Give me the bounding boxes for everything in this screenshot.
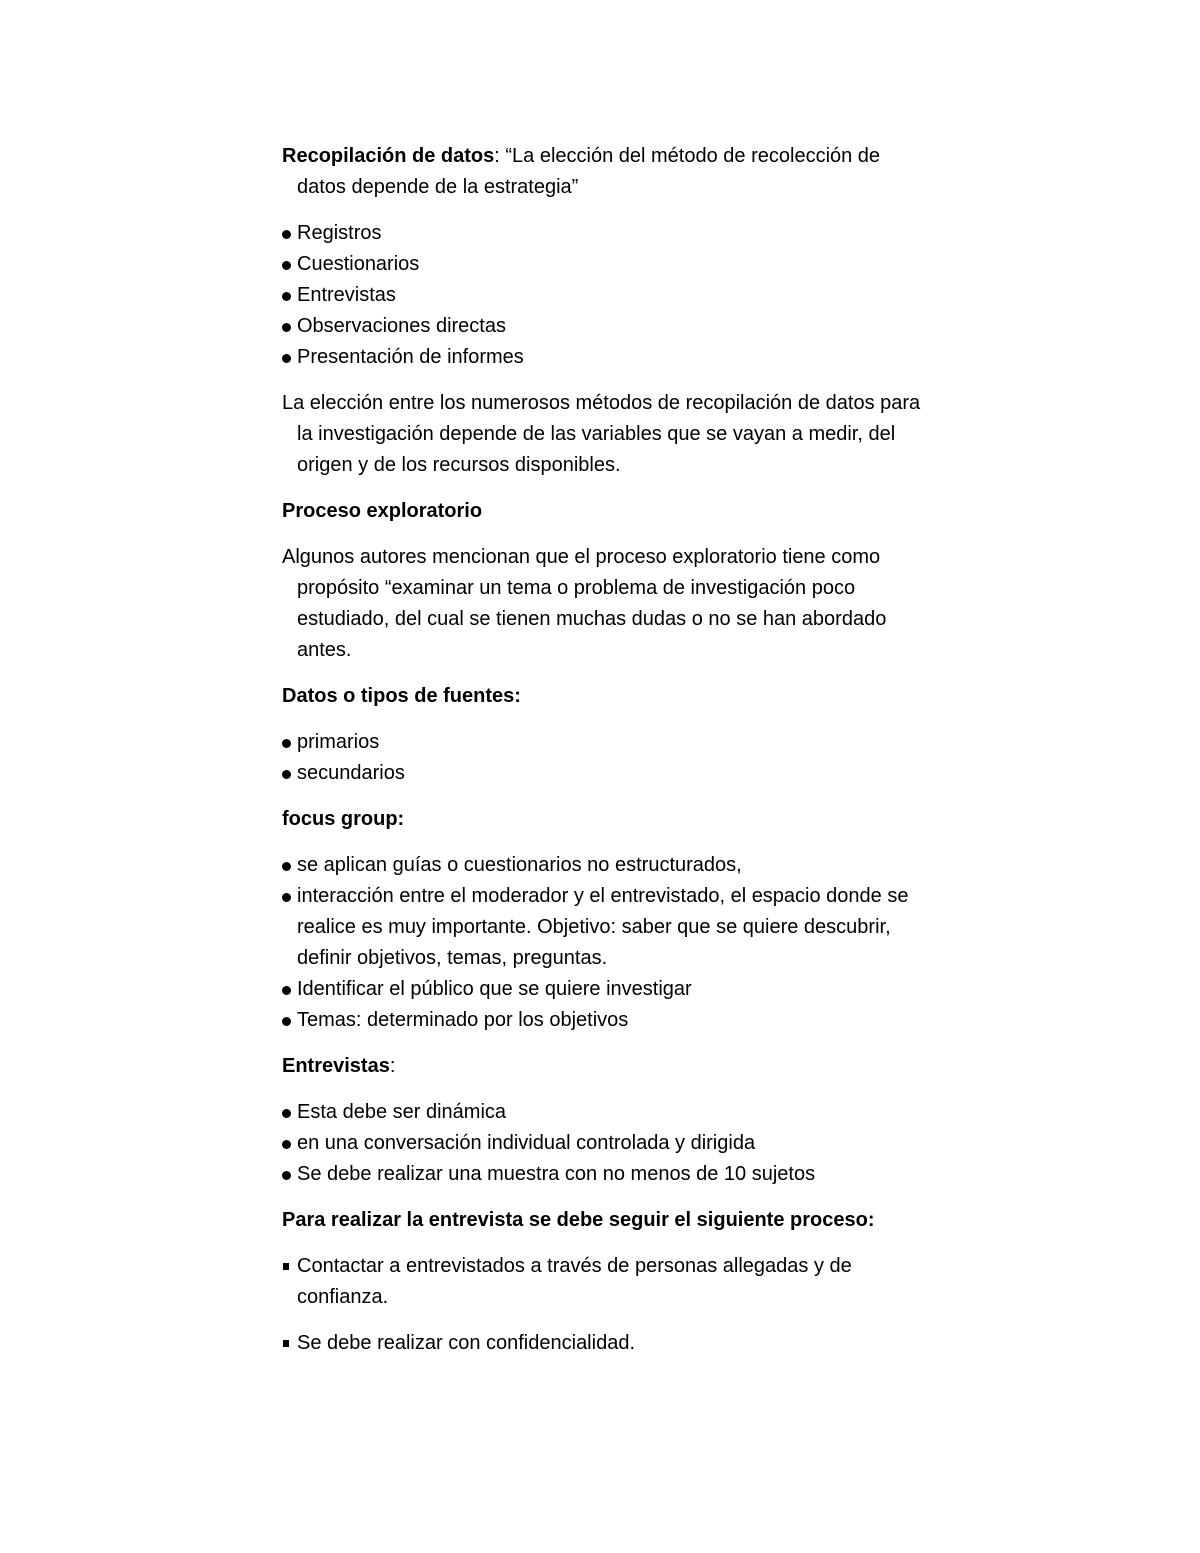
list-item: Presentación de informes: [282, 342, 932, 373]
square-bullet-icon: [283, 1263, 289, 1270]
bullet-icon: [282, 1140, 291, 1149]
heading-entrevistas-colon: :: [389, 1055, 396, 1077]
bullet-icon: [282, 986, 291, 995]
list-item: primarios: [282, 727, 932, 758]
bullet-icon: [282, 261, 291, 270]
bullet-icon: [282, 1017, 291, 1026]
bullet-icon: [282, 739, 291, 748]
square-bullet-icon: [283, 1340, 289, 1347]
list-item: Entrevistas: [282, 280, 932, 311]
bullet-icon: [282, 292, 291, 301]
list-item: Cuestionarios: [282, 249, 932, 280]
bullet-icon: [282, 893, 291, 902]
list-item: se aplican guías o cuestionarios no estructurados,: [282, 850, 932, 881]
section-recopilacion-intro: [282, 141, 932, 203]
bullet-icon: [282, 770, 291, 779]
list-item: interacción entre el moderador y el entrevistado, el espacio donde se realice es muy importante. Objetivo: saber que se quiere descubrir, definir objetivos, temas, preguntas.: [282, 881, 932, 974]
bullet-icon: [282, 1109, 291, 1118]
heading-entrevistas: Entrevistas: [282, 1055, 390, 1077]
bullet-icon: [282, 323, 291, 332]
document-body: [282, 141, 932, 1374]
list-entrevistas: [282, 1097, 932, 1190]
list-item: Identificar el público que se quiere investigar: [282, 974, 932, 1005]
list-item: Temas: determinado por los objetivos: [282, 1005, 932, 1036]
heading-recopilacion: Recopilación de datos: [282, 145, 495, 167]
list-proceso-entrevista: [282, 1251, 932, 1359]
heading-proceso-entrevista: Para realizar la entrevista se debe seguir el siguiente proceso:: [282, 1209, 875, 1231]
list-item: Se debe realizar con confidencialidad.: [282, 1328, 932, 1359]
list-item: secundarios: [282, 758, 932, 789]
heading-focus-group: focus group:: [282, 808, 405, 830]
paragraph-eleccion: La elección entre los numerosos métodos de recopilación de datos para la investigación depende de las variables que se vayan a medir, del origen y de los recursos disponibles.: [282, 392, 921, 476]
bullet-icon: [282, 230, 291, 239]
bullet-icon: [282, 862, 291, 871]
heading-proceso-exploratorio: Proceso exploratorio: [282, 500, 483, 522]
list-item: Observaciones directas: [282, 311, 932, 342]
bullet-icon: [282, 354, 291, 363]
section-entrevistas-heading: [282, 1051, 932, 1082]
list-item: Registros: [282, 218, 932, 249]
list-item: Se debe realizar una muestra con no menos de 10 sujetos: [282, 1159, 932, 1190]
recopilacion-quote: : “La elección del método de recolección de datos depende de la estrategia”: [297, 145, 881, 198]
bullet-icon: [282, 1171, 291, 1180]
list-item: en una conversación individual controlada y dirigida: [282, 1128, 932, 1159]
list-item: Esta debe ser dinámica: [282, 1097, 932, 1128]
list-fuentes: [282, 727, 932, 789]
heading-tipos-fuentes: Datos o tipos de fuentes:: [282, 685, 521, 707]
list-item: Contactar a entrevistados a través de personas allegadas y de confianza.: [282, 1251, 932, 1313]
list-metodos: [282, 218, 932, 373]
paragraph-proceso-exploratorio: Algunos autores mencionan que el proceso exploratorio tiene como propósito “examinar un tema o problema de investigación poco estudiado, del cual se tienen muchas dudas o no se han abordado antes.: [282, 546, 887, 661]
list-focus-group: [282, 850, 932, 1036]
